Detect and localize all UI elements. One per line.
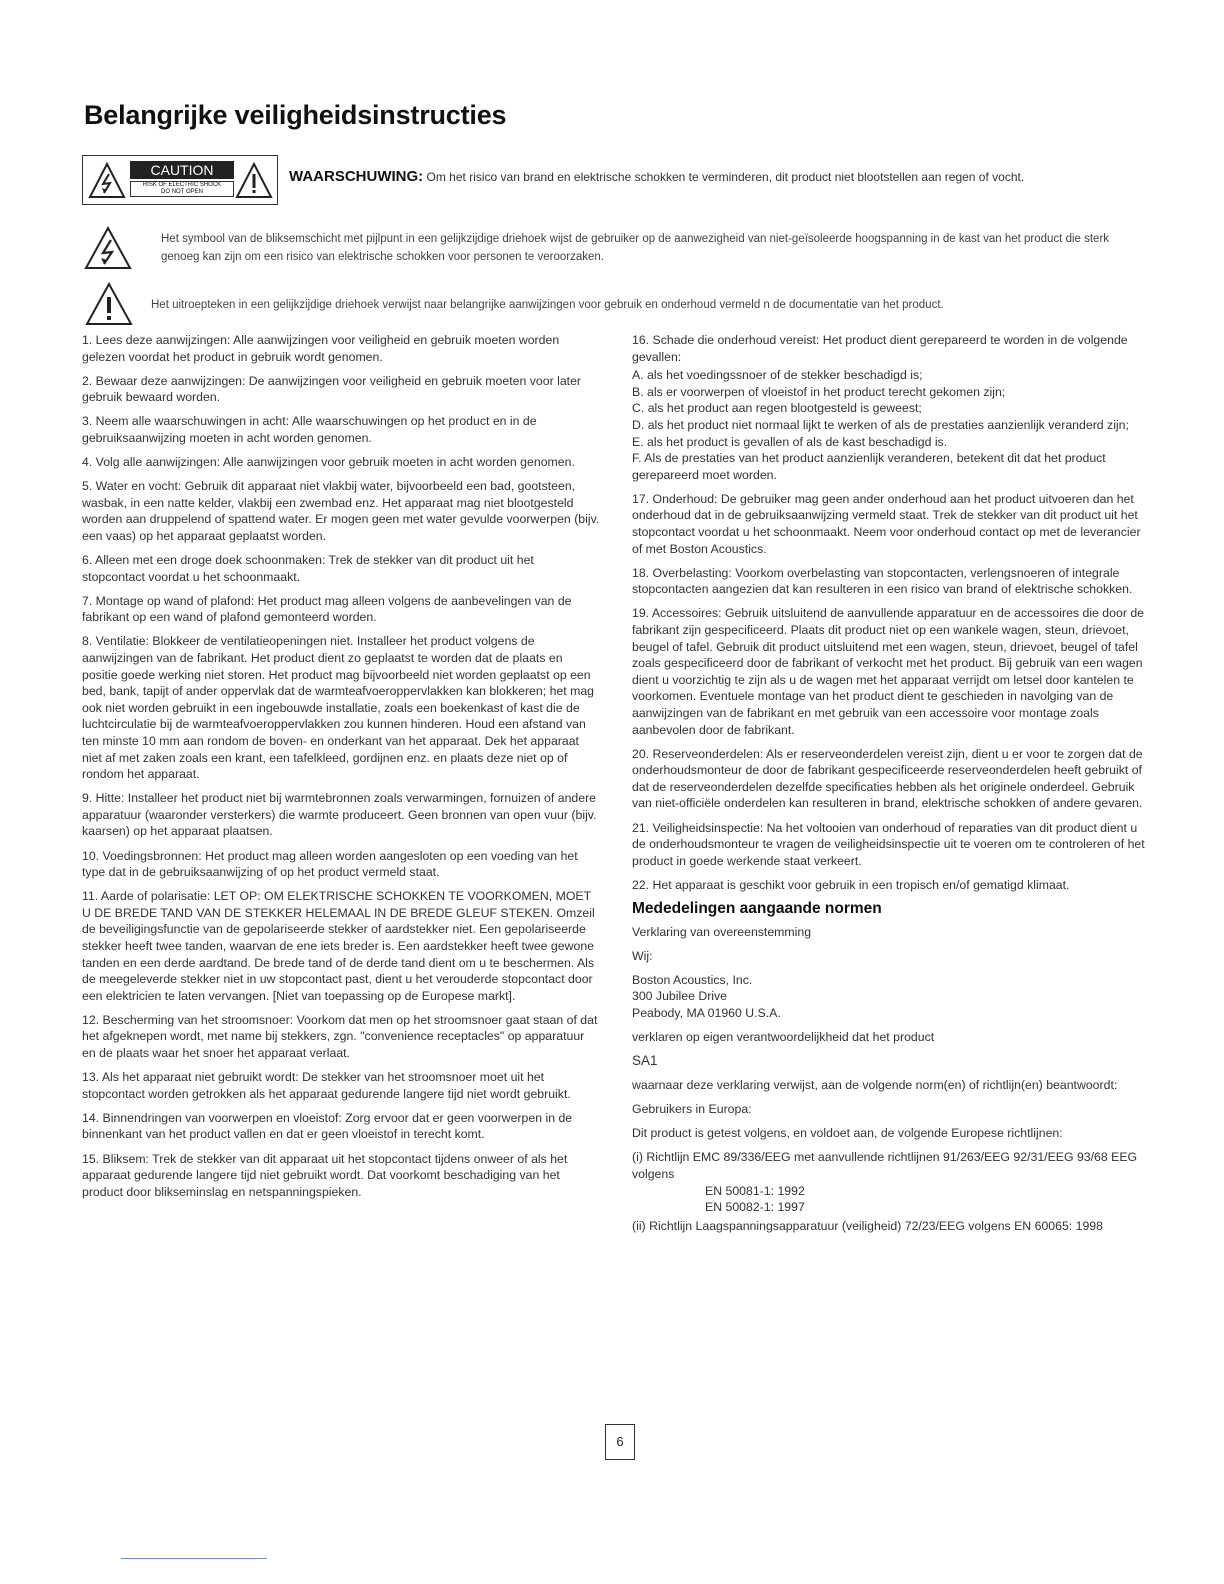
lightning-symbol-icon [84,226,132,270]
instruction-item: 21. Veiligheidsinspectie: Na het voltooien van onderhoud of reparaties van dit product dient u de onderhoudsmonteur te vragen de veiligheidsinspectie uit te voeren om te controleren of het product in goede werkende staat verkeert. [632,820,1145,868]
instruction-item: 1. Lees deze aanwijzingen: Alle aanwijzingen voor veiligheid en gebruik moeten worden gelezen voordat het product in gebruik wordt genomen. [82,333,560,364]
list-item: C. als het product aan regen blootgesteld is geweest; [632,401,922,416]
list-item: A. als het voedingssnoer of de stekker beschadigd is; [632,368,923,383]
refers-text: waarnaar deze verklaring verwijst, aan de volgende norm(en) of richtlijn(en) beantwoordt: [632,1078,1118,1093]
exclamation-symbol-text: Het uitroepteken in een gelijkzijdige driehoek verwijst naar belangrijke aanwijzingen voor gebruik en onderhoud vermeld n de documentatie van het product. [151,299,944,311]
lvd-directive: (ii) Richtlijn Laagspanningsapparatuur (veiligheid) 72/23/EEG volgens EN 60065: 1998 [632,1218,1103,1233]
instruction-item: 22. Het apparaat is geschikt voor gebruik in een tropisch en/of gematigd klimaat. [632,877,1070,892]
warning-row [82,155,1142,207]
caution-label-box [82,155,278,205]
instruction-item: 4. Volg alle aanwijzingen: Alle aanwijzingen voor gebruik moeten in acht worden genomen. [82,455,575,470]
list-item: E. als het product is gevallen of als de kast beschadigd is. [632,434,948,449]
instruction-item: 15. Bliksem: Trek de stekker van dit apparaat uit het stopcontact tijdens onweer of als het apparaat gedurende langere tijd niet gebruikt wordt. Dat voorkomt beschadiging van het product door blikseminslag en netspanningspieken. [82,1151,568,1199]
instruction-item: 5. Water en vocht: Gebruik dit apparaat niet vlakbij water, bijvoorbeeld een bad, gootsteen, wasbak, in een natte kelder, vlakbij een zwembad enz. Het apparaat mag niet blootgesteld worden aan druppelend of spattend water. Er mogen geen met water gevulde voorwerpen (bijv. een vaas) op het apparaat geplaatst worden. [82,479,600,543]
right-column [632,332,1148,1242]
caution-sublabel [130,181,234,197]
declare-text: verklaren op eigen verantwoordelijkheid dat het product [632,1029,935,1044]
lightning-symbol-text: Het symbool van de bliksemschicht met pijlpunt in een gelijkzijdige driehoek wijst de gebruiker op de aanwezigheid van niet-geïsoleerde hoogspanning in de kast van het product die sterk genoeg kan zijn om een risico van elektrische schokken voor personen te veroorzaken. [161,233,1110,263]
caution-label: CAUTION [130,161,234,179]
address-line: Peabody, MA 01960 U.S.A. [632,1005,781,1020]
exclamation-warning-icon [235,162,273,200]
caution-sub-line1: RISK OF ELECTRIC SHOCK [142,182,222,188]
warning-label: WAARSCHUWING: [289,168,424,185]
caution-sub-line2: DO NOT OPEN [161,189,203,195]
instruction-item: 19. Accessoires: Gebruik uitsluitend de aanvullende apparatuur en de accessoires die door de fabrikant zijn gespecificeerd. Plaats dit product niet op een wankele wagen, steun, drievoet, beugel of tafel. Gebruik dit product uitsluitend met een wagen, steun, drievoet, beugel of tafel zoals gespecificeerd door de fabrikant of verkocht met het product. Bij gebruik van een wagen dient u voorzichtig te zijn als u de wagen met het apparaat verrijdt om letsel door kantelen te voorkomen. Eventuele montage van het product dient te geschieden in navolging van de aanwijzingen van de fabrikant en met gebruik van een accessoire voor montage zoals aanbevolen door de fabrikant. [632,606,1145,737]
instruction-item: 14. Binnendringen van voorwerpen en vloeistof: Zorg ervoor dat er geen voorwerpen in de binnenkant van het product vallen en dat er geen vloeistof in terecht komt. [82,1110,573,1142]
page-title: Belangrijke veiligheidsinstructies [84,100,507,130]
users-europe: Gebruikers in Europa: [632,1102,752,1117]
exclamation-symbol-icon [85,282,133,326]
instruction-item: 11. Aarde of polarisatie: LET OP: OM ELEKTRISCHE SCHOKKEN TE VOORKOMEN, MOET U DE BREDE TAND VAN DE STEKKER HELEMAAL IN DE BREDE GLEUF STEKEN. Omzeil de beveiligingsfunctie van de gepolariseerde stekker of aardstekker niet. Een gepolariseerde stekker heeft twee tanden, waarvan de ene iets breder is. Een aardstekker heeft twee gewone tanden en een derde aardtand. De brede tand of de derde tand dient om u te beschermen. Als de meegeleverde stekker niet in uw stopcontact past, dient u het verouderde stopcontact door een elektricien te laten vervangen. [Niet van toepassing op de Europese markt]. [82,889,595,1003]
instruction-item: 8. Ventilatie: Blokkeer de ventilatieopeningen niet. Installeer het product volgens de aanwijzingen van de fabrikant. Het product dient zo geplaatst te worden dat de plaats en positie goede werking niet storen. Het product mag bijvoorbeeld niet worden geplaatst op een bed, bank, tapijt of ander oppervlak dat de warmteafvoeroppervlakken kan blokkeren; het mag ook niet worden gebruikt in een ingebouwde installatie, zoals een boekenkast of kast die de luchtcirculatie bij de warmteafvoeroppervlakken zou kunnen hinderen. Houd een afstand van ten minste 10 mm aan rondom de boven- en onderkant van het apparaat. Dek het apparaat niet af met zaken zoals een krant, een tafelkleed, gordijnen enz. en plaats deze niet op of rondom het apparaat. [82,634,594,782]
footer-rule [121,1558,267,1559]
instruction-item: 10. Voedingsbronnen: Het product mag alleen worden aangesloten op een voeding van het type dat in de gebruiksaanwijzing of op het product vermeld staat. [82,848,578,880]
page-number: 6 [605,1424,635,1460]
instruction-item: 20. Reserveonderdelen: Als er reserveonderdelen vereist zijn, dient u er voor te zorgen dat de onderhoudsmonteur de door de fabrikant gespecificeerde reserveonderdelen heeft gebruikt of dat de reserveonderdelen dezelfde specificaties hebben als het originele onderdeel. Gebruik van niet-officiële onderdelen kan resulteren in brand, elektrische schokken of andere gevaren. [632,746,1143,811]
standards-heading: Mededelingen aangaande normen [632,899,882,917]
instruction-item: 12. Bescherming van het stroomsnoer: Voorkom dat men op het stroomsnoer gaat staan of dat het afgeknepen wordt, met name bij stekkers, zgn. "convenience receptacles" op apparatuur en de plaats waar het snoer het apparaat verlaat. [82,1012,598,1061]
instruction-item: 2. Bewaar deze aanwijzingen: De aanwijzingen voor veiligheid en gebruik moeten voor later gebruik bewaard worden. [82,373,582,405]
standard-line: EN 50081-1: 1992 [705,1183,805,1198]
company-address [632,972,1148,1022]
instruction-item: 17. Onderhoud: De gebruiker mag geen ander onderhoud aan het product uitvoeren dan het onderhoud dat in de gebruiksaanwijzing vermeld staat. Trek de stekker van dit product uit het stopcontact voordat u het schoonmaakt. Neem voor onderhoud contact op met de leverancier of met Boston Acoustics. [632,491,1141,556]
damage-case-list [632,367,1148,483]
list-item: D. als het product niet normaal lijkt te werken of als de prestaties aanzienlijk veranderd zijn; [632,417,1129,432]
instruction-item: 6. Alleen met een droge doek schoonmaken: Trek de stekker van dit product uit het stopcontact voordat u het schoonmaakt. [82,553,534,584]
tested-text: Dit product is getest volgens, en voldoet aan, de volgende Europese richtlijnen: [632,1126,1063,1141]
instruction-item: 16. Schade die onderhoud vereist: Het product dient gerepareerd te worden in de volgende gevallen: [632,333,1128,364]
emc-text: (i) Richtlijn EMC 89/336/EEG met aanvullende richtlijnen 91/263/EEG 92/31/EEG 93/68 EEG volgens [632,1150,1138,1182]
instruction-item: 18. Overbelasting: Voorkom overbelasting van stopcontacten, verlengsnoeren of integrale stopcontacten aangezien dat kan resulteren in een risico van brand of elektrische schokken. [632,565,1133,597]
instruction-item: 13. Als het apparaat niet gebruikt wordt: De stekker van het stroomsnoer moet uit het stopcontact worden getrokken als het apparaat gedurende langere tijd niet wordt gebruikt. [82,1070,571,1101]
list-item: B. als er voorwerpen of vloeistof in het product terecht gekomen zijn; [632,384,1006,399]
warning-text [289,168,1024,185]
instruction-item: 9. Hitte: Installeer het product niet bij warmtebronnen zoals verwarmingen, fornuizen of andere apparatuur (waaronder versterkers) die warmte produceert. Geen bronnen van open vuur (bijv. kaarsen) op het apparaat plaatsen. [82,791,597,839]
emc-directive [632,1149,1148,1215]
we-label: Wij: [632,948,653,963]
list-item: F. Als de prestaties van het product aanzienlijk veranderen, betekent dit dat het product gerepareerd moet worden. [632,451,1106,482]
instruction-item: 3. Neem alle waarschuwingen in acht: Alle waarschuwingen op het product en in de gebruiksaanwijzing moeten in acht worden genomen. [82,414,537,445]
left-column [82,332,600,1208]
address-line: Boston Acoustics, Inc. [632,972,753,987]
declaration-title: Verklaring van overeenstemming [632,924,812,939]
instruction-item: 7. Montage op wand of plafond: Het product mag alleen volgens de aanbevelingen van de fabrikant op een wand of plafond gemonteerd worden. [82,593,572,625]
lightning-warning-icon [88,162,126,200]
warning-body: Om het risico van brand en elektrische schokken te verminderen, dit product niet blootstellen aan regen of vocht. [426,170,1025,184]
standard-line: EN 50082-1: 1997 [705,1200,805,1215]
product-name: SA1 [632,1053,658,1069]
address-line: 300 Jubilee Drive [632,989,728,1004]
